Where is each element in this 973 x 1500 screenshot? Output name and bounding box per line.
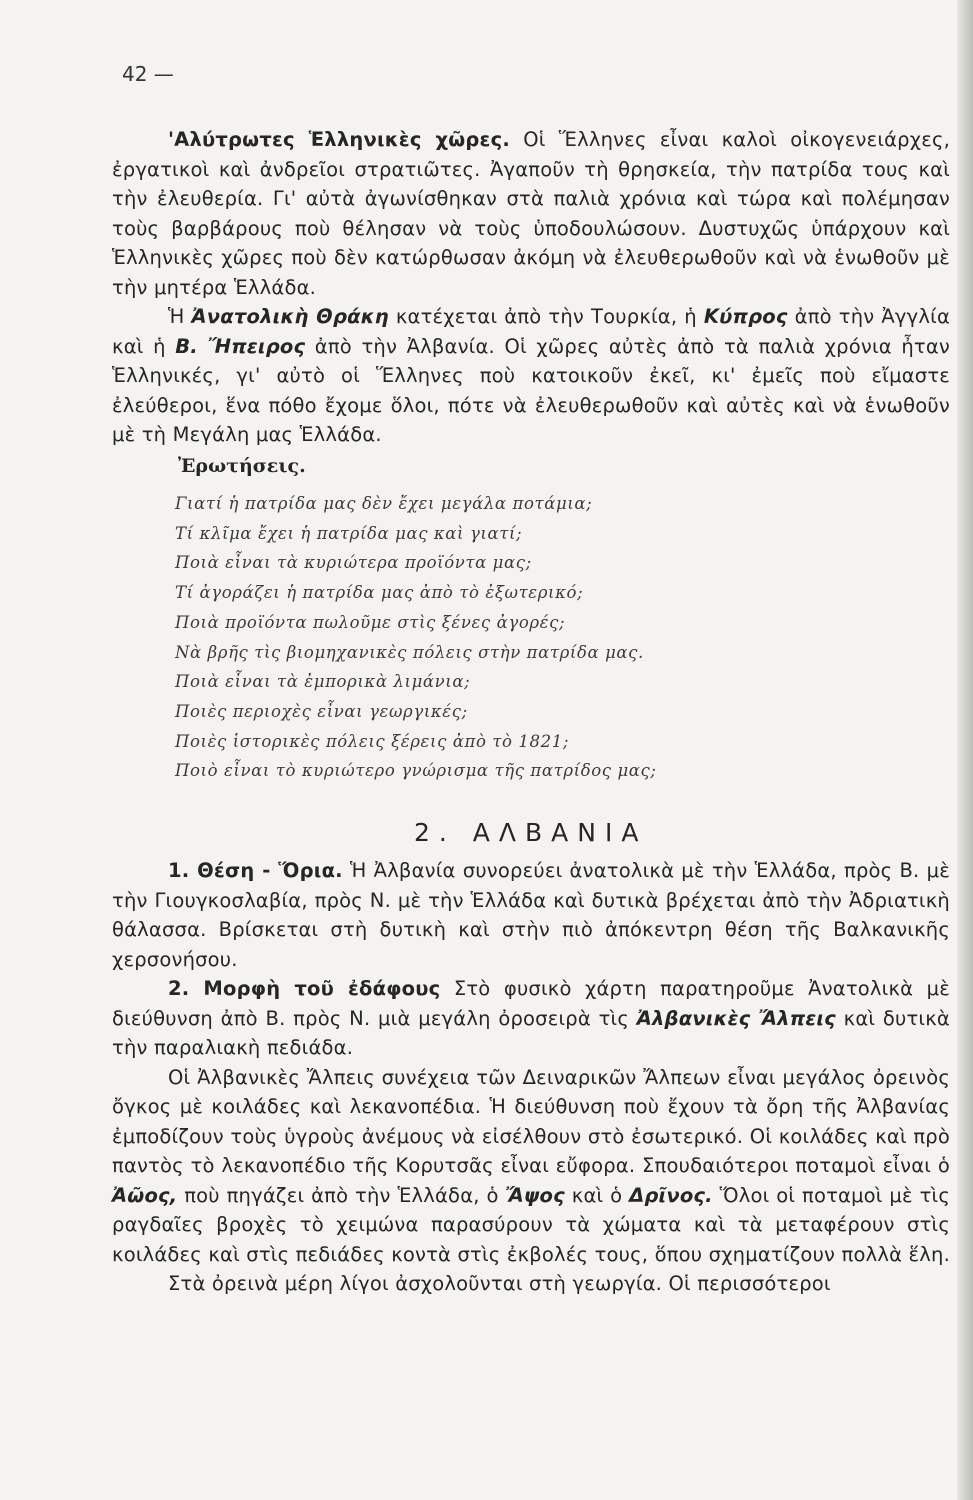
thrace-term: Ἀνατολικὴ Θράκη (191, 305, 389, 328)
question-item: Ποιὲς περιοχὲς εἶναι γεωργικές; (175, 701, 468, 721)
page-edge (957, 0, 973, 1500)
section-title: 2. ΑΛΒΑΝΙΑ (414, 818, 648, 847)
alps-term: Ἀλβανικὲς Ἄλπεις (636, 1006, 836, 1030)
page-number: 42 — (122, 62, 174, 86)
river-aoos: Ἀῶος, (112, 1183, 178, 1207)
terrain-paragraph: 2. Μορφὴ τοῦ ἐδάφους Στὸ φυσικὸ χάρτη παρατηροῦμε Ἀνατολικὰ μὲ διεύθυνση ἀπὸ Β. πρὸς Ν. μιὰ μεγάλη ὀροσειρὰ τὶς Ἀλβανικὲς Ἄλπεις καὶ δυτικὰ τὴν παραλιακὴ πεδιάδα. (112, 977, 951, 1059)
river-apsos: Ἄψος (505, 1183, 565, 1207)
intro-section (112, 125, 950, 450)
river-drinos: Δρῖνος. (629, 1183, 713, 1207)
terrain-label: 2. Μορφὴ τοῦ ἐδάφους (168, 977, 441, 1000)
intro-heading: 'Αλύτρωτες Ἑλληνικὲς χῶρες. (168, 128, 510, 151)
cyprus-term: Κύπρος (703, 305, 788, 328)
albania-section (112, 856, 950, 1299)
question-item: Γιατί ἡ πατρίδα μας δὲν ἔχει μεγάλα ποτάμια; (175, 494, 593, 513)
question-item: Τί κλῖμα ἔχει ἡ πατρίδα μας καὶ γιατί; (175, 523, 523, 543)
question-item: Ποιὰ προϊόντα πωλοῦμε στὶς ξένες ἀγορές; (175, 612, 566, 632)
rivers-paragraph: Οἱ Ἀλβανικὲς Ἄλπεις συνέχεια τῶν Δειναρικῶν Ἄλπεων εἶναι μεγάλος ὀρεινὸς ὄγκος μὲ κοιλάδες καὶ λεκανοπέδια. Ἡ διεύθυνση ποὺ ἔχουν τὰ ὄρη τῆς Ἀλβανίας ἐμποδίζουν τοὺς ὑγροὺς ἀνέμους νὰ εἰσέλθουν στὸ ἐσωτερικό. Οἱ κοιλάδες καὶ πρὸ παντὸς τὸ λεκανοπέδιο τῆς Κορυτσᾶς εἶναι εὔφορα. Σπουδαιότεροι ποταμοὶ εἶναι ὁ Ἀῶος, ποὺ πηγάζει ἀπὸ τὴν Ἑλλάδα, ὁ Ἄψος καὶ ὁ Δρῖνος. Ὅλοι οἱ ποταμοὶ μὲ τὶς ραγδαῖες βροχὲς τὸ χειμώνα παρασύρουν τὰ χώματα καὶ τὰ μεταφέρουν στὶς κοιλάδες καὶ στὶς πεδιάδες κοντὰ στὶς ἐκβολές τους, ὅπου σχηματίζουν πολλὰ ἕλη. (112, 1065, 950, 1266)
position-label: 1. Θέση - Ὅρια. (168, 859, 343, 882)
questions-heading: Ἐρωτήσεις. (178, 455, 306, 477)
question-item: Νὰ βρῆς τὶς βιομηχανικὲς πόλεις στὴν πατρίδα μας. (175, 642, 644, 662)
epirus-term: Β. Ἤπειρος (175, 334, 306, 358)
position-paragraph: 1. Θέση - Ὅρια. Ἡ Ἀλβανία συνορεύει ἀνατολικὰ μὲ τὴν Ἑλλάδα, πρὸς Β. μὲ τὴν Γιουγκοσλαβία, πρὸς Ν. μὲ τὴν Ἑλλάδα καὶ δυτικὰ βρέχεται ἀπὸ τὴν Ἀδριατικὴ θάλασσα. Βρίσκεται στὴ δυτικὴ καὶ στὴν πιὸ ἀπόκεντρη θέση τῆς Βαλκανικῆς χερσονήσου. (112, 859, 950, 971)
questions-list (175, 489, 657, 786)
question-item: Ποιὰ εἶναι τὰ κυριώτερα προϊόντα μας; (175, 553, 532, 573)
question-item: Τί ἀγοράζει ἡ πατρίδα μας ἀπὸ τὸ ἐξωτερικό; (175, 583, 584, 603)
farming-paragraph: Στὰ ὀρεινὰ μέρη λίγοι ἀσχολοῦνται στὴ γεωργία. Οἱ περισσότεροι (168, 1272, 831, 1295)
question-item: Ποιὲς ἱστορικὲς πόλεις ξέρεις ἀπὸ τὸ 1821; (175, 731, 569, 751)
question-item: Ποιὸ εἶναι τὸ κυριώτερο γνώρισμα τῆς πατρίδος μας; (175, 761, 657, 781)
occupied-lands-paragraph: Ἡ Ἀνατολικὴ Θράκη κατέχεται ἀπὸ τὴν Τουρκία, ἡ Κύπρος ἀπὸ τὴν Ἀγγλία καὶ ἡ Β. Ἤπειρος ἀπὸ τὴν Ἀλβανία. Οἱ χῶρες αὐτὲς ἀπὸ τὰ παλιὰ χρόνια ἦταν Ἑλληνικές, γι' αὐτὸ οἱ Ἕλληνες ποὺ κατοικοῦν ἐκεῖ, κι' ἐμεῖς ποὺ εἴμαστε ἐλεύθεροι, ἕνα πόθο ἔχομε ὅλοι, πότε νὰ ἐλευθερωθοῦν καὶ αὐτὲς καὶ νὰ ἑνωθοῦν μὲ τὴ Μεγάλη μας Ἑλλάδα. (112, 305, 950, 446)
intro-paragraph: 'Αλύτρωτες Ἑλληνικὲς χῶρες. Οἱ Ἕλληνες εἶναι καλοὶ οἰκογενειάρχες, ἐργατικοὶ καὶ ἀνδρεῖοι στρατιῶτες. Ἀγαποῦν τὴ θρησκεία, τὴν πατρίδα τους καὶ τὴν ἐλευθερία. Γι' αὐτὰ ἀγωνίσθηκαν στὰ παλιὰ χρόνια καὶ τώρα καὶ πολέμησαν τοὺς βαρβάρους ποὺ θέλησαν νὰ τοὺς ὑποδουλώσουν. Δυστυχῶς ὑπάρχουν καὶ Ἑλληνικὲς χῶρες ποὺ δὲν κατώρθωσαν ἀκόμη νὰ ἐλευθερωθοῦν καὶ νὰ ἑνωθοῦν μὲ τὴν μητέρα Ἑλλάδα. (112, 128, 950, 299)
question-item: Ποιὰ εἶναι τὰ ἐμπορικὰ λιμάνια; (175, 672, 471, 692)
